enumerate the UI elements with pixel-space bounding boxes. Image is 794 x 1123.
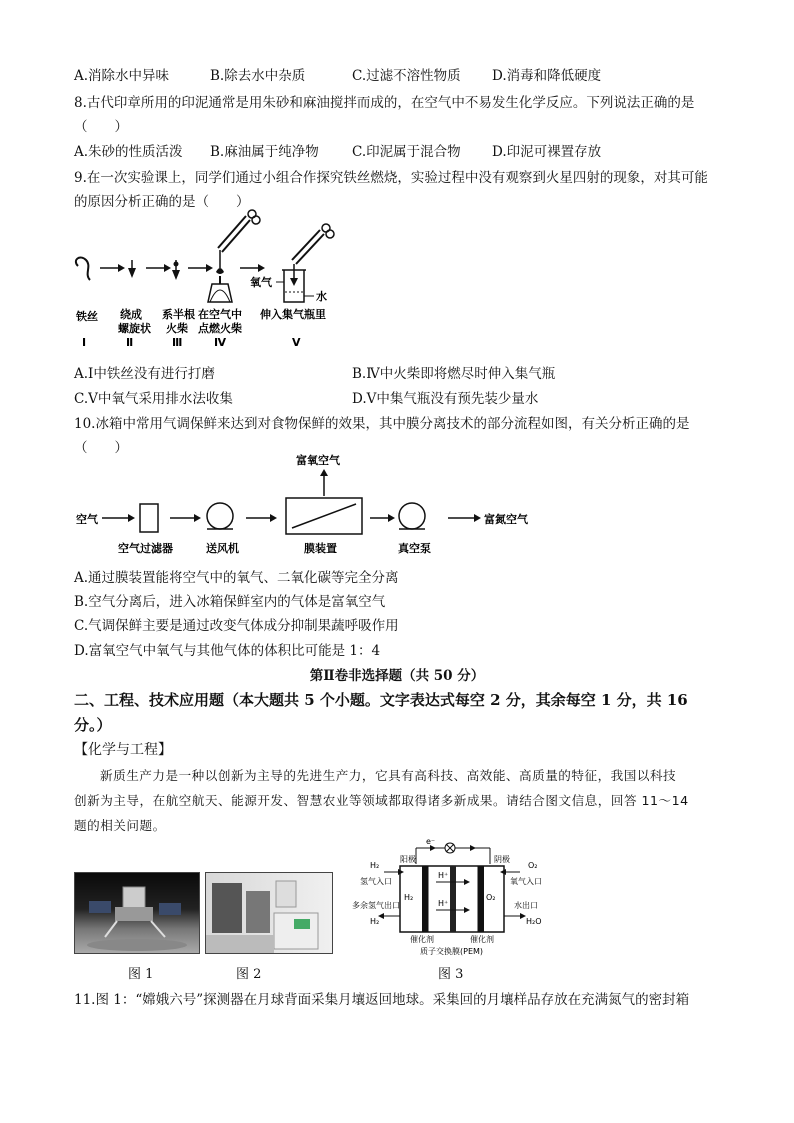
water-label: 水 xyxy=(316,290,327,303)
q8-blank: （ ） xyxy=(74,119,128,135)
q9-option-b: B.Ⅳ中火柴即将燃尽时伸入集气瓶 xyxy=(352,366,556,382)
q9-stem-cont: 的原因分析正确的是（ ） xyxy=(74,194,250,210)
figure1-caption: 图 1 xyxy=(128,967,154,982)
pem-label: 质子交换膜(PEM) xyxy=(420,947,484,956)
h2-chamber-label: H₂ xyxy=(404,893,414,902)
intro-line-3: 题的相关问题。 xyxy=(74,818,166,833)
coiled-wire-icon xyxy=(128,268,136,278)
match-tied-wire-icon xyxy=(172,270,180,280)
step2-numeral: Ⅱ xyxy=(126,336,134,349)
membrane-separation-flow-diagram xyxy=(70,452,550,560)
q7-option-b: B.除去水中杂质 xyxy=(210,68,306,84)
step4-label-2: 点燃火柴 xyxy=(198,322,242,335)
intro-line-1: 新质生产力是一种以创新为主导的先进生产力，它具有高科技、高效能、高质量的特征，我国以科技 xyxy=(100,768,677,783)
cathode-label: 阴极 xyxy=(494,855,510,864)
section2-title: 第Ⅱ卷非选择题（共 50 分） xyxy=(309,668,485,684)
figure3-fuel-cell-diagram xyxy=(352,837,550,964)
q7-option-d: D.消毒和降低硬度 xyxy=(492,68,602,84)
q11-stem: 11.图 1：“嫦娥六号”探测器在月球背面采集月壤返回地球。采集回的月壤样品存放在充满氮气的密封箱 xyxy=(74,992,690,1008)
q9-stem: 9.在一次实验课上，同学们通过小组合作探究铁丝燃烧，实验过程中没有观察到火星四射的现象，对其可能 xyxy=(74,170,708,186)
step5-numeral: Ⅴ xyxy=(292,336,301,349)
q9-option-c: C.Ⅴ中氧气采用排水法收集 xyxy=(74,391,233,407)
q8-option-d: D.印泥可裸置存放 xyxy=(492,144,602,160)
pem-membrane xyxy=(450,866,456,932)
step4-numeral: Ⅳ xyxy=(214,336,227,349)
electron-label: e⁻ xyxy=(426,837,436,846)
pump-label: 真空泵 xyxy=(398,542,431,555)
oxygen-label: 氧气 xyxy=(250,276,272,289)
membrane-label: 膜装置 xyxy=(304,542,337,555)
anode-label: 阳极 xyxy=(400,855,416,864)
air-input-label: 空气 xyxy=(76,513,98,526)
step3-numeral: Ⅲ xyxy=(172,336,183,349)
intro-line-2: 创新为主导，在航空航天、能源开发、智慧农业等领域都取得诸多新成果。请结合图文信息，回答 11～14 xyxy=(74,793,689,808)
step2-label-2: 螺旋状 xyxy=(118,322,151,335)
part2-title-cont: 分。） xyxy=(74,716,112,734)
h2-inlet-label: 氢气入口 xyxy=(360,877,392,886)
figure2-equipment-photo xyxy=(205,872,333,954)
q8-option-c: C.印泥属于混合物 xyxy=(352,144,461,160)
catalyst-left-label: 催化剂 xyxy=(410,935,434,944)
q10-option-c: C.气调保鲜主要是通过改变气体成分抑制果蔬呼吸作用 xyxy=(74,618,399,634)
o2-top-label: O₂ xyxy=(528,861,538,870)
air-filter-box xyxy=(140,504,158,532)
filter-label: 空气过滤器 xyxy=(118,542,173,555)
fan-label: 送风机 xyxy=(206,542,239,555)
step3-label: 系半根 xyxy=(162,308,195,321)
step1-label: 铁丝 xyxy=(76,310,98,323)
q9-option-d: D.Ⅴ中集气瓶没有预先装少量水 xyxy=(352,391,539,407)
catalyst-left xyxy=(422,866,428,932)
water-outlet-label: 水出口 xyxy=(514,901,538,910)
q10-option-a: A.通过膜装置能将空气中的氧气、二氧化碳等完全分离 xyxy=(74,570,399,586)
intro-paragraph xyxy=(74,763,726,838)
q8-stem: 8.古代印章所用的印泥通常是用朱砂和麻油搅拌而成的，在空气中不易发生化学反应。下列说法正确的是 xyxy=(74,95,695,111)
iron-wire-icon xyxy=(76,258,90,280)
h2-top-label: H₂ xyxy=(370,861,380,870)
q10-blank: （ ） xyxy=(74,440,128,456)
iron-wire-experiment-figure xyxy=(70,208,360,358)
vacuum-pump-icon xyxy=(399,503,425,529)
q7-option-c: C.过滤不溶性物质 xyxy=(352,68,461,84)
q10-option-d: D.富氧空气中氧气与其他气体的体积比可能是 1：4 xyxy=(74,643,381,659)
chem-engineering-tag: 【化学与工程】 xyxy=(74,742,172,758)
q10-stem: 10.冰箱中常用气调保鲜来达到对食物保鲜的效果，其中膜分离技术的部分流程如图，有关分析正确的是 xyxy=(74,416,690,432)
catalyst-right xyxy=(478,866,484,932)
catalyst-right-label: 催化剂 xyxy=(470,935,494,944)
h2o-label: H₂O xyxy=(526,917,542,926)
step2-label: 绕成 xyxy=(120,308,142,321)
step4-label: 在空气中 xyxy=(198,308,242,321)
step1-numeral: Ⅰ xyxy=(82,336,87,349)
figure3-caption: 图 3 xyxy=(438,967,464,982)
step5-label: 伸入集气瓶里 xyxy=(260,308,326,321)
q7-option-a: A.消除水中异味 xyxy=(74,68,170,84)
figure2-caption: 图 2 xyxy=(236,967,262,982)
proton-label-1: H⁺ xyxy=(438,871,449,880)
h2-outlet-label: 多余氢气出口 xyxy=(352,901,400,910)
figure1-lunar-lander-photo xyxy=(74,872,200,954)
o2-inlet-label: 氧气入口 xyxy=(510,877,542,886)
q8-option-b: B.麻油属于纯净物 xyxy=(210,144,319,160)
part2-title: 二、工程、技术应用题（本大题共 5 个小题。文字表达式每空 2 分，其余每空 1 分，共 16 xyxy=(74,691,688,709)
q10-option-b: B.空气分离后，进入冰箱保鲜室内的气体是富氧空气 xyxy=(74,594,386,610)
o2-chamber-label: O₂ xyxy=(486,893,496,902)
h2-bottom-label: H₂ xyxy=(370,917,380,926)
oxygen-rich-label: 富氧空气 xyxy=(296,454,340,467)
q9-option-a: A.Ⅰ中铁丝没有进行打磨 xyxy=(74,366,215,382)
proton-label-2: H⁺ xyxy=(438,899,449,908)
nitrogen-rich-label: 富氮空气 xyxy=(484,513,528,526)
step3-label-2: 火柴 xyxy=(166,322,188,335)
fan-icon xyxy=(207,503,233,529)
q8-option-a: A.朱砂的性质活泼 xyxy=(74,144,183,160)
